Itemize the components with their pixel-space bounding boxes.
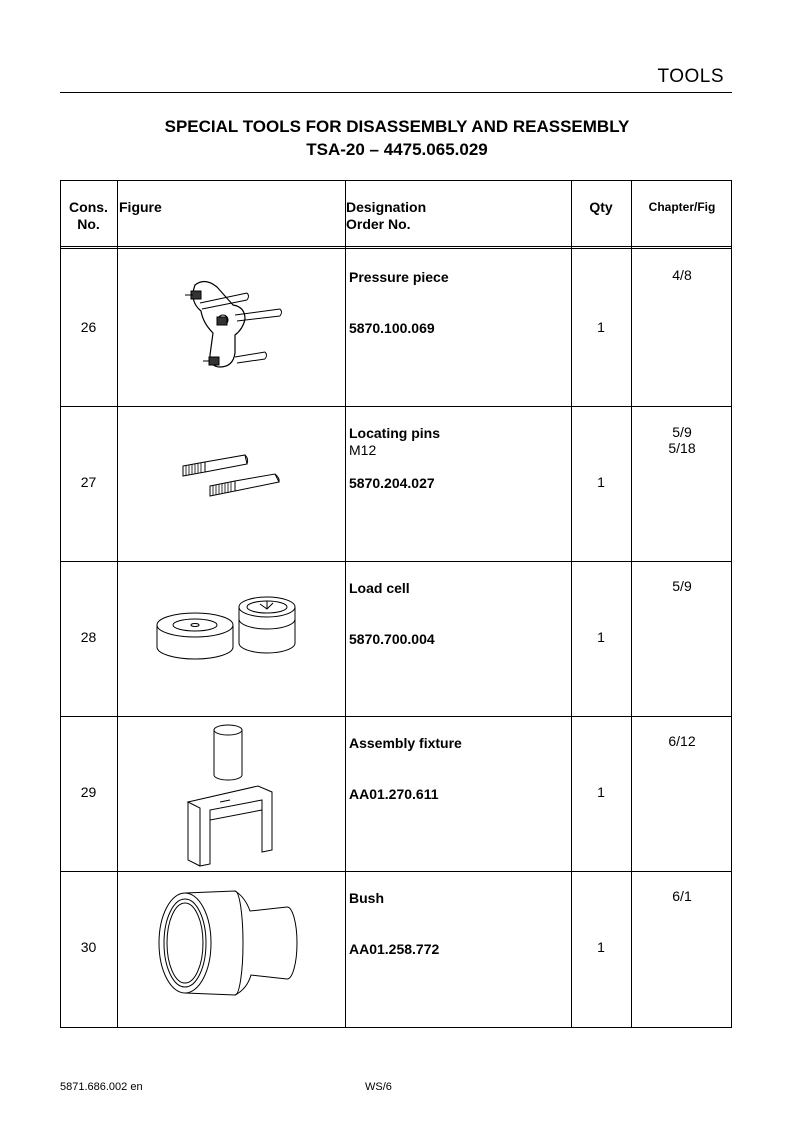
- locating-pins-figure: [175, 450, 300, 505]
- row-cons: 26: [80, 319, 97, 335]
- header-designation-line1: Designation: [346, 199, 427, 215]
- header-rule: [60, 92, 732, 93]
- header-divider: [60, 246, 732, 249]
- row-qty: 1: [597, 319, 605, 335]
- load-cell-figure: [155, 585, 315, 670]
- header-chapter: Chapter/Fig: [648, 200, 716, 214]
- row-order-no: 5870.700.004: [349, 631, 435, 647]
- row-designation: Pressure piece: [349, 269, 449, 285]
- col-divider: [571, 180, 572, 1028]
- footer-doc-number: 5871.686.002 en: [60, 1081, 143, 1093]
- bush-figure: [155, 885, 305, 1000]
- row-designation: Locating pins: [349, 425, 440, 441]
- row-cons: 30: [80, 939, 97, 955]
- row-cons: 28: [80, 629, 97, 645]
- page-title: SPECIAL TOOLS FOR DISASSEMBLY AND REASSEMBLY: [164, 117, 630, 136]
- footer-page: WS/6: [365, 1081, 392, 1093]
- row-designation: Load cell: [349, 580, 410, 596]
- row-qty: 1: [597, 784, 605, 800]
- row-order-no: AA01.258.772: [349, 941, 440, 957]
- row-divider: [60, 871, 732, 872]
- page-subtitle: TSA-20 – 4475.065.029: [306, 140, 488, 159]
- row-divider: [60, 716, 732, 717]
- row-qty: 1: [597, 474, 605, 490]
- col-divider: [345, 180, 346, 1028]
- row-qty: 1: [597, 629, 605, 645]
- header-qty: Qty: [589, 199, 613, 215]
- header-cons: [60, 199, 117, 233]
- row-chapter: 5/9: [672, 578, 692, 594]
- row-qty: 1: [597, 939, 605, 955]
- row-divider: [60, 406, 732, 407]
- row-chapter: 6/1: [672, 888, 692, 904]
- row-cons: 27: [80, 474, 97, 490]
- col-divider: [117, 180, 118, 1028]
- header-section-label: TOOLS: [657, 66, 724, 87]
- row-note: M12: [349, 442, 377, 458]
- row-chapter-line1: 5/9: [672, 424, 692, 440]
- pressure-piece-figure: [165, 275, 295, 385]
- header-cons-line2: No.: [77, 216, 100, 232]
- row-chapter: 6/12: [668, 733, 696, 749]
- row-divider: [60, 561, 732, 562]
- header-designation: [346, 199, 426, 233]
- header-designation-line2: Order No.: [346, 216, 411, 232]
- row-chapter: [632, 424, 732, 456]
- row-cons: 29: [80, 784, 97, 800]
- row-order-no: AA01.270.611: [349, 786, 439, 802]
- row-designation: Assembly fixture: [349, 735, 462, 751]
- header-figure: Figure: [119, 199, 162, 215]
- row-chapter-line2: 5/18: [668, 440, 696, 456]
- row-order-no: 5870.204.027: [349, 475, 435, 491]
- row-order-no: 5870.100.069: [349, 320, 435, 336]
- assembly-fixture-figure: [180, 720, 285, 868]
- row-chapter: 4/8: [672, 267, 692, 283]
- tools-table: [60, 180, 732, 1028]
- row-designation: Bush: [349, 890, 384, 906]
- header-cons-line1: Cons.: [69, 199, 108, 215]
